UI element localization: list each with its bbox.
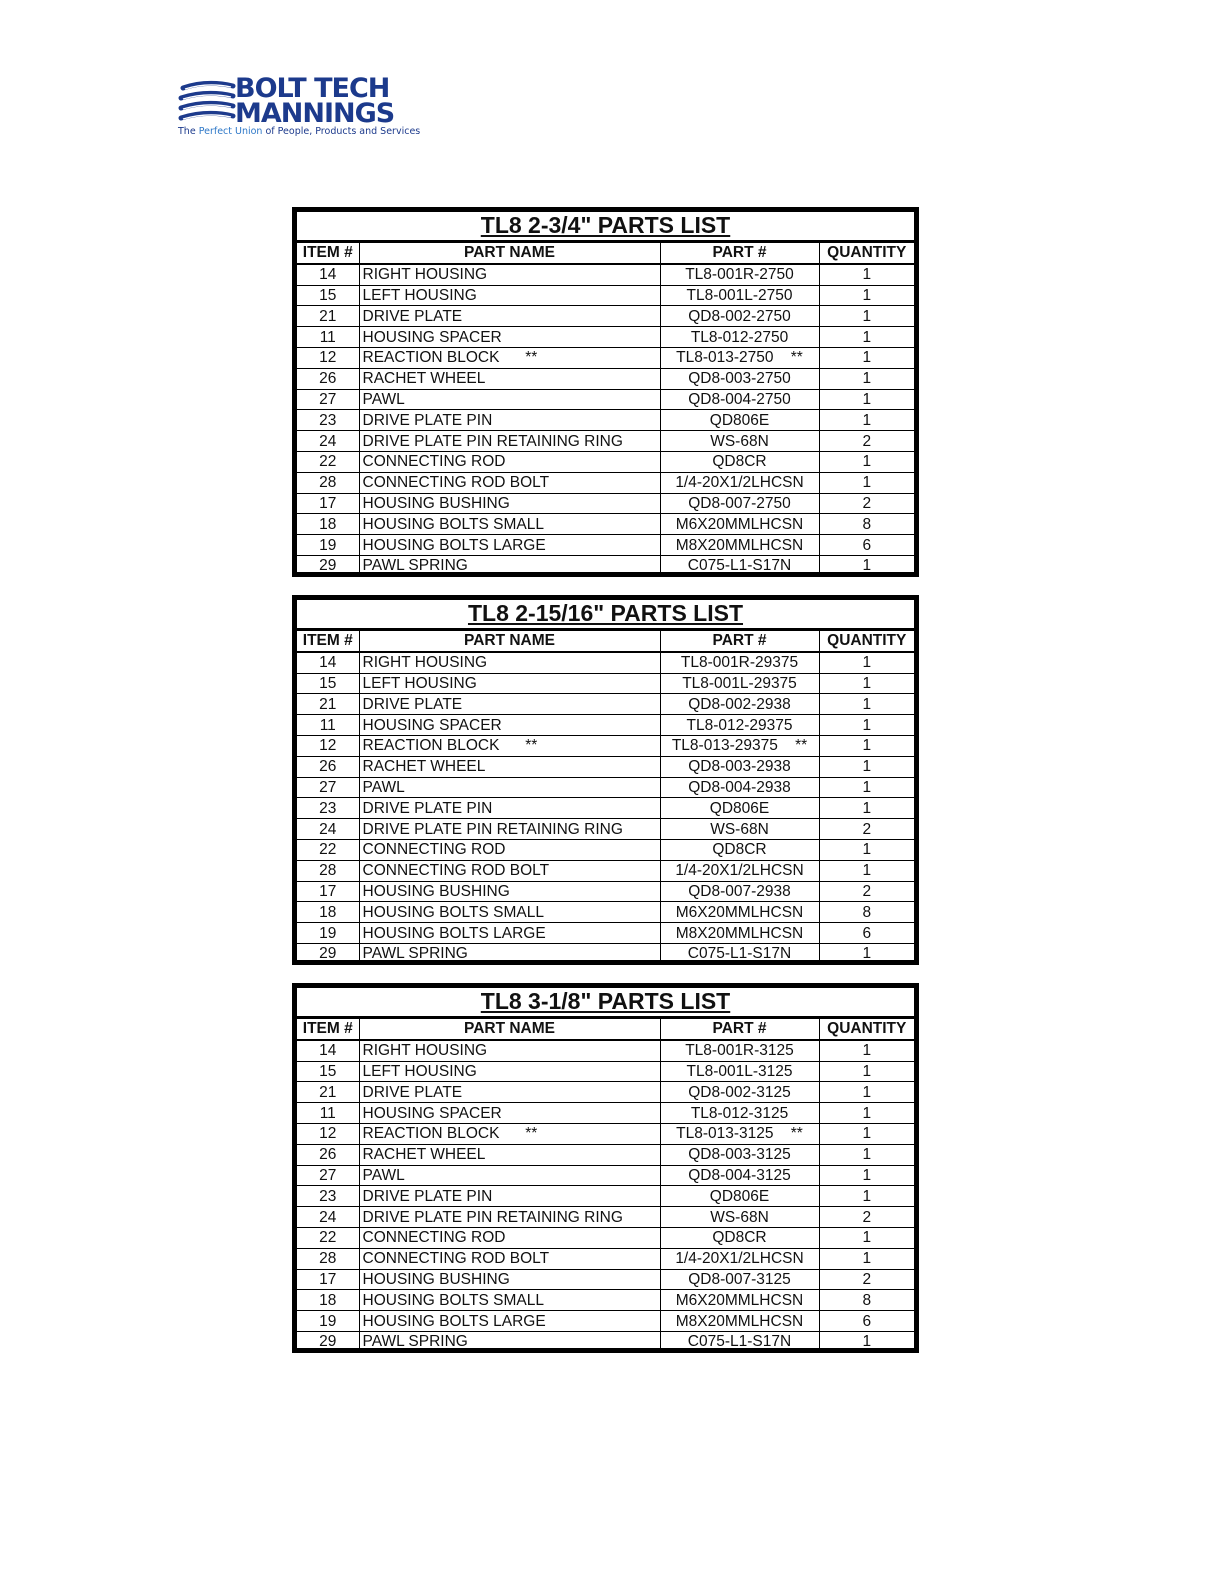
item-number: 11 (297, 715, 359, 736)
part-number: 1/4-20X1/2LHCSN (660, 860, 819, 881)
table-row (297, 472, 914, 493)
part-name: REACTION BLOCK ** (359, 347, 660, 368)
part-name: DRIVE PLATE PIN RETAINING RING (359, 431, 660, 452)
header-quantity: QUANTITY (819, 631, 914, 652)
quantity: 1 (819, 839, 914, 860)
parts-table (297, 630, 914, 964)
quantity: 1 (819, 1186, 914, 1207)
table-row (297, 327, 914, 348)
table-row (297, 1207, 914, 1228)
table-row (297, 514, 914, 535)
part-name: RACHET WHEEL (359, 756, 660, 777)
quantity: 2 (819, 493, 914, 514)
part-name: DRIVE PLATE PIN (359, 410, 660, 431)
part-name: LEFT HOUSING (359, 285, 660, 306)
part-name: CONNECTING ROD BOLT (359, 860, 660, 881)
part-number: TL8-001L-2750 (660, 285, 819, 306)
quantity: 2 (819, 881, 914, 902)
part-number: TL8-001R-29375 (660, 652, 819, 673)
quantity: 1 (819, 798, 914, 819)
part-name: CONNECTING ROD (359, 451, 660, 472)
table-title: TL8 2-3/4" PARTS LIST (480, 212, 731, 238)
item-number: 21 (297, 1082, 359, 1103)
quantity: 1 (819, 327, 914, 348)
table-row (297, 694, 914, 715)
quantity: 1 (819, 347, 914, 368)
quantity: 2 (819, 1207, 914, 1228)
item-number: 11 (297, 1103, 359, 1124)
part-name: RACHET WHEEL (359, 1144, 660, 1165)
quantity: 8 (819, 514, 914, 535)
quantity: 1 (819, 1082, 914, 1103)
table-row (297, 1123, 914, 1144)
quantity: 1 (819, 715, 914, 736)
part-name: RACHET WHEEL (359, 368, 660, 389)
part-name: HOUSING BOLTS SMALL (359, 1290, 660, 1311)
item-number: 19 (297, 923, 359, 944)
quantity: 1 (819, 860, 914, 881)
table-row (297, 1040, 914, 1061)
quantity: 1 (819, 389, 914, 410)
item-number: 22 (297, 839, 359, 860)
part-name: LEFT HOUSING (359, 1061, 660, 1082)
part-name: CONNECTING ROD (359, 1227, 660, 1248)
table-row (297, 493, 914, 514)
part-number: QD8-004-3125 (660, 1165, 819, 1186)
quantity: 1 (819, 306, 914, 327)
quantity: 2 (819, 431, 914, 452)
part-number: WS-68N (660, 1207, 819, 1228)
item-number: 26 (297, 756, 359, 777)
table-row (297, 347, 914, 368)
part-name: DRIVE PLATE (359, 694, 660, 715)
table-title-bar (297, 600, 914, 630)
part-number: 1/4-20X1/2LHCSN (660, 472, 819, 493)
part-name: HOUSING SPACER (359, 327, 660, 348)
part-number: QD8-002-3125 (660, 1082, 819, 1103)
table-row (297, 819, 914, 840)
tagline-start: The (178, 126, 199, 137)
part-name: DRIVE PLATE (359, 306, 660, 327)
part-name: PAWL SPRING (359, 1331, 660, 1351)
quantity: 1 (819, 555, 914, 575)
header-item: ITEM # (297, 243, 359, 264)
part-name: HOUSING BUSHING (359, 881, 660, 902)
table-row (297, 798, 914, 819)
part-number: M8X20MMLHCSN (660, 535, 819, 556)
item-number: 27 (297, 1165, 359, 1186)
item-number: 23 (297, 410, 359, 431)
part-name: PAWL (359, 1165, 660, 1186)
table-row (297, 1290, 914, 1311)
item-number: 11 (297, 327, 359, 348)
item-number: 19 (297, 535, 359, 556)
part-name: HOUSING SPACER (359, 715, 660, 736)
table-row (297, 1311, 914, 1332)
quantity: 2 (819, 819, 914, 840)
quantity: 1 (819, 1165, 914, 1186)
item-number: 14 (297, 652, 359, 673)
part-number: TL8-013-29375 ** (660, 735, 819, 756)
item-number: 24 (297, 431, 359, 452)
part-name: HOUSING BUSHING (359, 493, 660, 514)
company-logo (177, 73, 421, 140)
quantity: 8 (819, 902, 914, 923)
table-row (297, 1269, 914, 1290)
quantity: 1 (819, 1331, 914, 1351)
quantity: 1 (819, 1061, 914, 1082)
item-number: 12 (297, 735, 359, 756)
quantity: 1 (819, 472, 914, 493)
header-part-name: PART NAME (359, 631, 660, 652)
item-number: 12 (297, 347, 359, 368)
logo-line-1: BOLT TECH (235, 73, 390, 104)
part-number: TL8-001R-3125 (660, 1040, 819, 1061)
logo-wordmark (235, 73, 395, 129)
table-row (297, 1186, 914, 1207)
item-number: 26 (297, 1144, 359, 1165)
table-row (297, 1227, 914, 1248)
table-row (297, 1061, 914, 1082)
item-number: 15 (297, 285, 359, 306)
header-row (297, 1019, 914, 1040)
table-title: TL8 3-1/8" PARTS LIST (480, 988, 731, 1014)
header-part-name: PART NAME (359, 1019, 660, 1040)
part-number: M6X20MMLHCSN (660, 1290, 819, 1311)
item-number: 14 (297, 1040, 359, 1061)
table-row (297, 756, 914, 777)
part-name: PAWL (359, 389, 660, 410)
part-name: CONNECTING ROD (359, 839, 660, 860)
table-row (297, 881, 914, 902)
table-row (297, 735, 914, 756)
part-number: M6X20MMLHCSN (660, 514, 819, 535)
tagline-end: of People, Products and Services (262, 126, 421, 137)
logo-tagline (178, 126, 420, 137)
header-item: ITEM # (297, 631, 359, 652)
part-name: DRIVE PLATE PIN (359, 1186, 660, 1207)
part-number: QD8-007-3125 (660, 1269, 819, 1290)
header-item: ITEM # (297, 1019, 359, 1040)
quantity: 1 (819, 943, 914, 963)
parts-table (297, 1018, 914, 1352)
quantity: 1 (819, 1123, 914, 1144)
part-number: TL8-012-3125 (660, 1103, 819, 1124)
part-number: M6X20MMLHCSN (660, 902, 819, 923)
part-name: HOUSING BOLTS SMALL (359, 902, 660, 923)
part-name: DRIVE PLATE PIN (359, 798, 660, 819)
table-row (297, 1144, 914, 1165)
item-number: 12 (297, 1123, 359, 1144)
item-number: 21 (297, 694, 359, 715)
part-name: DRIVE PLATE (359, 1082, 660, 1103)
part-name: HOUSING BOLTS LARGE (359, 1311, 660, 1332)
table-row (297, 555, 914, 575)
part-number: C075-L1-S17N (660, 943, 819, 963)
item-number: 22 (297, 451, 359, 472)
parts-list-table-2-15-16 (292, 595, 919, 965)
quantity: 1 (819, 673, 914, 694)
table-row (297, 389, 914, 410)
quantity: 1 (819, 777, 914, 798)
part-number: QD8-007-2750 (660, 493, 819, 514)
quantity: 6 (819, 923, 914, 944)
logo-line-2: MANNINGS (235, 98, 395, 129)
item-number: 28 (297, 860, 359, 881)
part-number: C075-L1-S17N (660, 555, 819, 575)
part-number: QD8-003-2750 (660, 368, 819, 389)
part-number: QD8CR (660, 1227, 819, 1248)
header-quantity: QUANTITY (819, 243, 914, 264)
table-title-bar (297, 212, 914, 242)
part-number: QD806E (660, 1186, 819, 1207)
item-number: 21 (297, 306, 359, 327)
item-number: 22 (297, 1227, 359, 1248)
part-name: CONNECTING ROD BOLT (359, 1248, 660, 1269)
part-name: RIGHT HOUSING (359, 1040, 660, 1061)
header-quantity: QUANTITY (819, 1019, 914, 1040)
part-name: HOUSING BUSHING (359, 1269, 660, 1290)
part-number: WS-68N (660, 431, 819, 452)
item-number: 26 (297, 368, 359, 389)
part-name: RIGHT HOUSING (359, 264, 660, 285)
item-number: 17 (297, 881, 359, 902)
quantity: 6 (819, 1311, 914, 1332)
part-number: TL8-001L-3125 (660, 1061, 819, 1082)
part-number: TL8-012-29375 (660, 715, 819, 736)
quantity: 6 (819, 535, 914, 556)
part-name: PAWL SPRING (359, 943, 660, 963)
table-row (297, 1165, 914, 1186)
quantity: 8 (819, 1290, 914, 1311)
header-part-number: PART # (660, 1019, 819, 1040)
header-part-number: PART # (660, 243, 819, 264)
quantity: 1 (819, 652, 914, 673)
part-name: HOUSING BOLTS LARGE (359, 923, 660, 944)
header-part-number: PART # (660, 631, 819, 652)
part-number: QD8CR (660, 451, 819, 472)
item-number: 18 (297, 902, 359, 923)
item-number: 29 (297, 555, 359, 575)
part-name: CONNECTING ROD BOLT (359, 472, 660, 493)
item-number: 17 (297, 493, 359, 514)
part-number: TL8-001R-2750 (660, 264, 819, 285)
quantity: 1 (819, 1248, 914, 1269)
quantity: 1 (819, 264, 914, 285)
part-name: HOUSING SPACER (359, 1103, 660, 1124)
part-number: M8X20MMLHCSN (660, 1311, 819, 1332)
table-row (297, 1103, 914, 1124)
part-number: QD806E (660, 410, 819, 431)
table-row (297, 652, 914, 673)
part-number: M8X20MMLHCSN (660, 923, 819, 944)
table-row (297, 535, 914, 556)
part-number: WS-68N (660, 819, 819, 840)
part-number: QD8-002-2750 (660, 306, 819, 327)
quantity: 1 (819, 285, 914, 306)
header-row (297, 243, 914, 264)
table-row (297, 1248, 914, 1269)
quantity: 1 (819, 368, 914, 389)
quantity: 1 (819, 694, 914, 715)
table-row (297, 943, 914, 963)
part-name: LEFT HOUSING (359, 673, 660, 694)
table-row (297, 431, 914, 452)
item-number: 28 (297, 1248, 359, 1269)
header-part-name: PART NAME (359, 243, 660, 264)
quantity: 1 (819, 451, 914, 472)
table-row (297, 264, 914, 285)
quantity: 1 (819, 410, 914, 431)
part-number: TL8-013-2750 ** (660, 347, 819, 368)
table-title: TL8 2-15/16" PARTS LIST (467, 600, 744, 626)
quantity: 1 (819, 1144, 914, 1165)
table-row (297, 1082, 914, 1103)
table-row (297, 923, 914, 944)
part-number: QD8-004-2938 (660, 777, 819, 798)
part-number: QD8-002-2938 (660, 694, 819, 715)
table-row (297, 860, 914, 881)
part-number: 1/4-20X1/2LHCSN (660, 1248, 819, 1269)
table-row (297, 410, 914, 431)
item-number: 14 (297, 264, 359, 285)
item-number: 17 (297, 1269, 359, 1290)
item-number: 15 (297, 1061, 359, 1082)
quantity: 2 (819, 1269, 914, 1290)
item-number: 28 (297, 472, 359, 493)
part-name: HOUSING BOLTS LARGE (359, 535, 660, 556)
item-number: 27 (297, 389, 359, 410)
item-number: 23 (297, 1186, 359, 1207)
quantity: 1 (819, 756, 914, 777)
part-number: TL8-013-3125 ** (660, 1123, 819, 1144)
table-row (297, 368, 914, 389)
parts-list-table-2-3-4 (292, 207, 919, 577)
header-row (297, 631, 914, 652)
part-name: DRIVE PLATE PIN RETAINING RING (359, 819, 660, 840)
quantity: 1 (819, 735, 914, 756)
part-number: TL8-001L-29375 (660, 673, 819, 694)
part-name: PAWL SPRING (359, 555, 660, 575)
table-row (297, 715, 914, 736)
table-row (297, 839, 914, 860)
table-row (297, 306, 914, 327)
item-number: 27 (297, 777, 359, 798)
table-row (297, 673, 914, 694)
item-number: 23 (297, 798, 359, 819)
part-number: C075-L1-S17N (660, 1331, 819, 1351)
part-name: REACTION BLOCK ** (359, 1123, 660, 1144)
part-number: TL8-012-2750 (660, 327, 819, 348)
item-number: 24 (297, 819, 359, 840)
part-number: QD8CR (660, 839, 819, 860)
part-name: DRIVE PLATE PIN RETAINING RING (359, 1207, 660, 1228)
part-number: QD8-004-2750 (660, 389, 819, 410)
item-number: 15 (297, 673, 359, 694)
tagline-accent: Perfect Union (198, 126, 263, 137)
table-row (297, 451, 914, 472)
table-row (297, 1331, 914, 1351)
table-title-bar (297, 988, 914, 1018)
table-row (297, 902, 914, 923)
quantity: 1 (819, 1040, 914, 1061)
part-number: QD8-007-2938 (660, 881, 819, 902)
part-number: QD8-003-3125 (660, 1144, 819, 1165)
bolt-coil-logo-icon (177, 80, 237, 128)
part-name: REACTION BLOCK ** (359, 735, 660, 756)
part-number: QD806E (660, 798, 819, 819)
item-number: 29 (297, 1331, 359, 1351)
quantity: 1 (819, 1227, 914, 1248)
item-number: 24 (297, 1207, 359, 1228)
parts-list-table-3-1-8 (292, 983, 919, 1353)
part-name: PAWL (359, 777, 660, 798)
table-row (297, 777, 914, 798)
item-number: 29 (297, 943, 359, 963)
part-name: HOUSING BOLTS SMALL (359, 514, 660, 535)
table-row (297, 285, 914, 306)
parts-table (297, 242, 914, 576)
quantity: 1 (819, 1103, 914, 1124)
part-number: QD8-003-2938 (660, 756, 819, 777)
item-number: 18 (297, 514, 359, 535)
part-name: RIGHT HOUSING (359, 652, 660, 673)
item-number: 19 (297, 1311, 359, 1332)
item-number: 18 (297, 1290, 359, 1311)
